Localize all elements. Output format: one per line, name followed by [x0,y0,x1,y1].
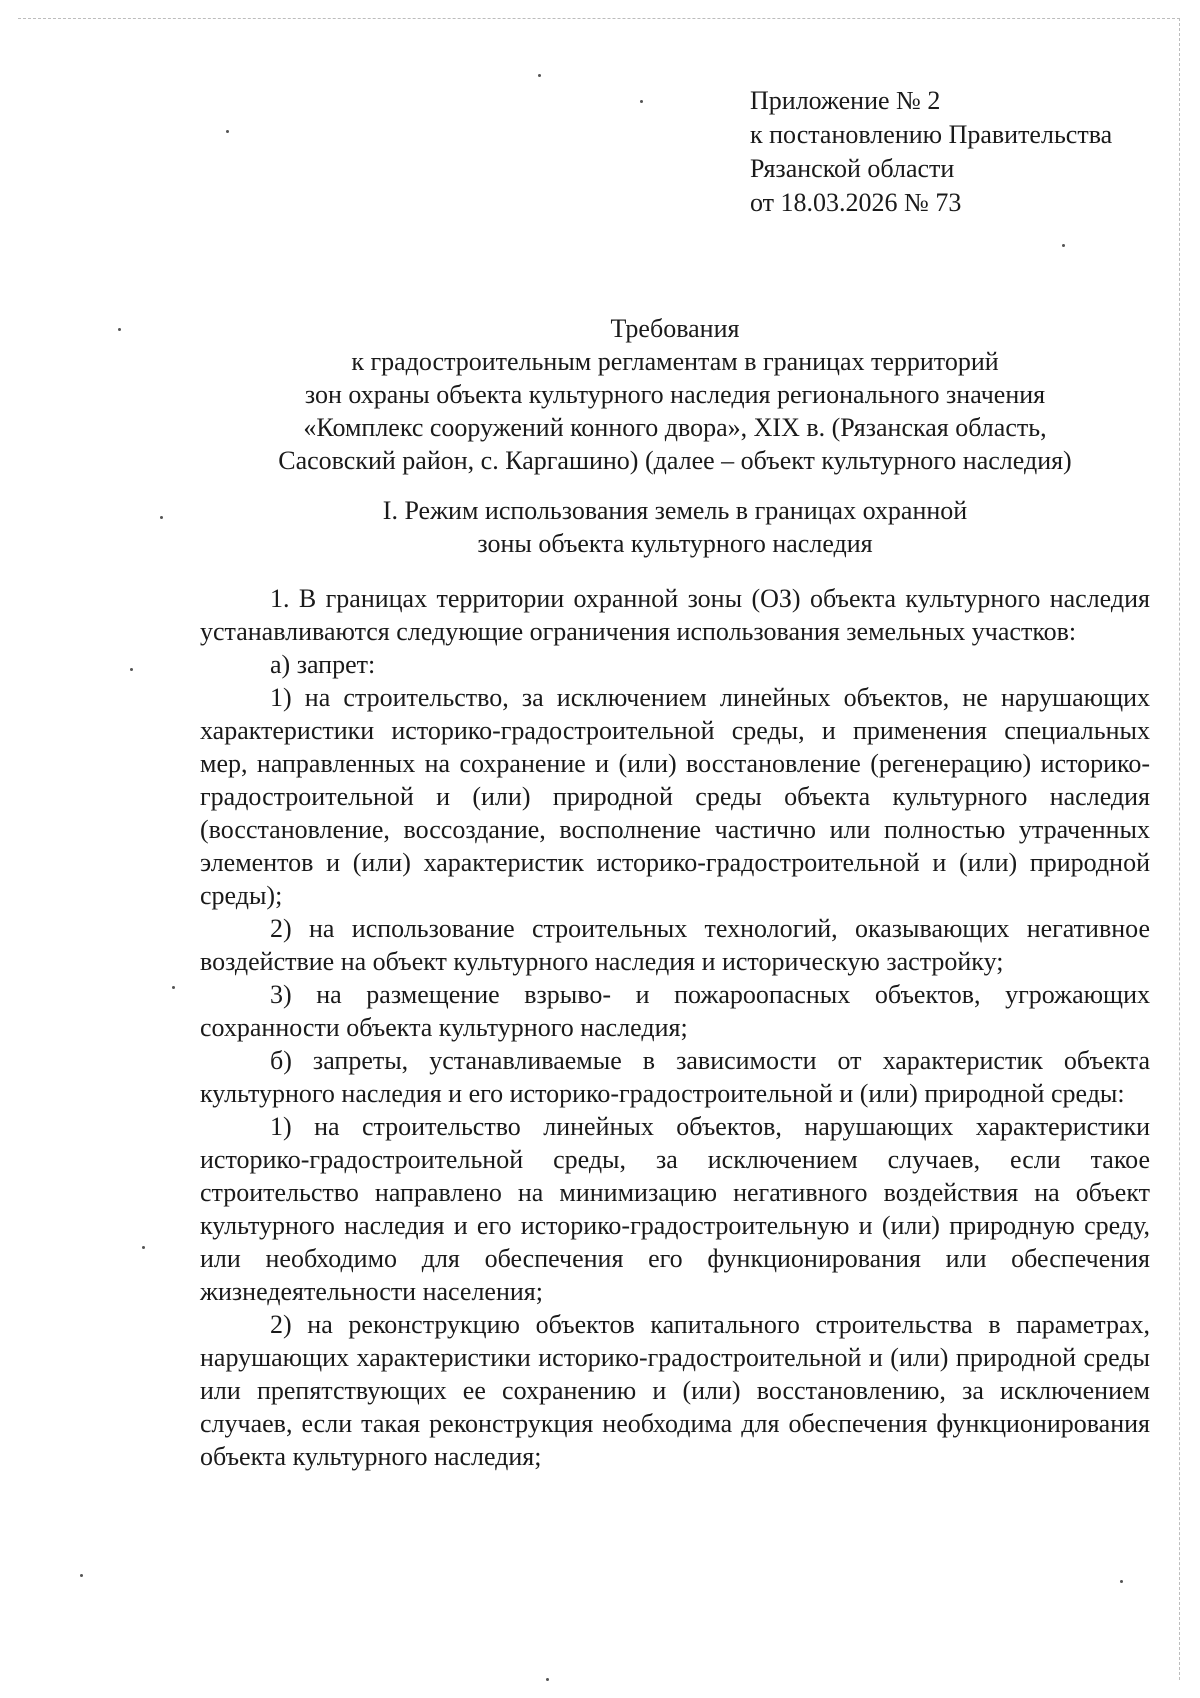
paragraph-a2: 2) на использование строительных технологий, оказывающих негативное воздействие на объект культурного наследия и историческую застройку; [200,914,1150,976]
appendix-number: Приложение № 2 [750,86,941,115]
appendix-resolution: к постановлению Правительства [750,120,1113,149]
paragraph-a: а) запрет: [270,650,376,679]
title-line: Сасовский район, с. Каргашино) (далее – объект культурного наследия) [278,446,1072,475]
paragraph-a1: 1) на строительство, за исключением линейных объектов, не нарушающих характеристики историко-градостроительной среды, и применения специальных мер, направленных на сохранение и (или) восстановление (регенерацию) историко-градостроительной и (или) природной среды объекта культурного наследия (восстановление, воссоздание, восполнение частично или полностью утраченных элементов и (или) характеристик историко-градостроительной и (или) природной среды); [200,683,1150,910]
appendix-date: от 18.03.2026 № 73 [750,188,962,217]
paragraph-1: 1. В границах территории охранной зоны (ОЗ) объекта культурного наследия устанавливаются следующие ограничения использования земельных участков: [200,584,1150,646]
title-line: к градостроительным регламентам в границах территорий [351,347,999,376]
scan-speck [1062,244,1065,247]
paragraph-b2: 2) на реконструкцию объектов капитального строительства в параметрах, нарушающих характеристики историко-градостроительной и (или) природной среды или препятствующих ее сохранению и (или) восстановлению, за исключением случаев, если такая реконструкция необходима для обеспечения функционирования объекта культурного наследия; [200,1310,1150,1471]
paragraph-b1: 1) на строительство линейных объектов, нарушающих характеристики историко-градостроительной среды, за исключением случаев, если такое строительство направлено на минимизацию негативного воздействия на объект культурного наследия и его историко-градостроительную и (или) природную среду, или необходимо для обеспечения его функционирования или обеспечения жизнедеятельности населения; [200,1112,1150,1306]
title-line: Требования [610,314,740,343]
section-heading-line: зоны объекта культурного наследия [477,529,873,558]
scan-speck [546,1678,549,1681]
section-heading [200,494,1150,560]
appendix-region: Рязанской области [750,154,955,183]
scan-speck [640,100,643,103]
scan-right-border [1179,18,1180,1680]
paragraph-b: б) запреты, устанавливаемые в зависимости от характеристик объекта культурного наследия и его историко-градостроительной и (или) природной среды: [200,1046,1150,1108]
scan-speck [538,74,541,77]
appendix-header [750,84,1112,220]
paragraph-a3: 3) на размещение взрыво- и пожароопасных объектов, угрожающих сохранности объекта культурного наследия; [200,980,1150,1042]
document-title [200,312,1150,477]
scan-speck [80,1574,83,1577]
scan-speck [130,668,133,671]
scan-speck [172,986,175,989]
document-body [200,582,1150,1473]
scan-speck [226,130,229,133]
scan-speck [142,1246,145,1249]
section-heading-line: I. Режим использования земель в границах охранной [382,496,968,525]
scan-top-border [18,18,1180,19]
scan-speck [160,516,163,519]
title-line: «Комплекс сооружений конного двора», XIX в. (Рязанская область, [303,413,1047,442]
scan-speck [1120,1580,1123,1583]
title-line: зон охраны объекта культурного наследия регионального значения [304,380,1046,409]
scan-speck [118,328,121,331]
